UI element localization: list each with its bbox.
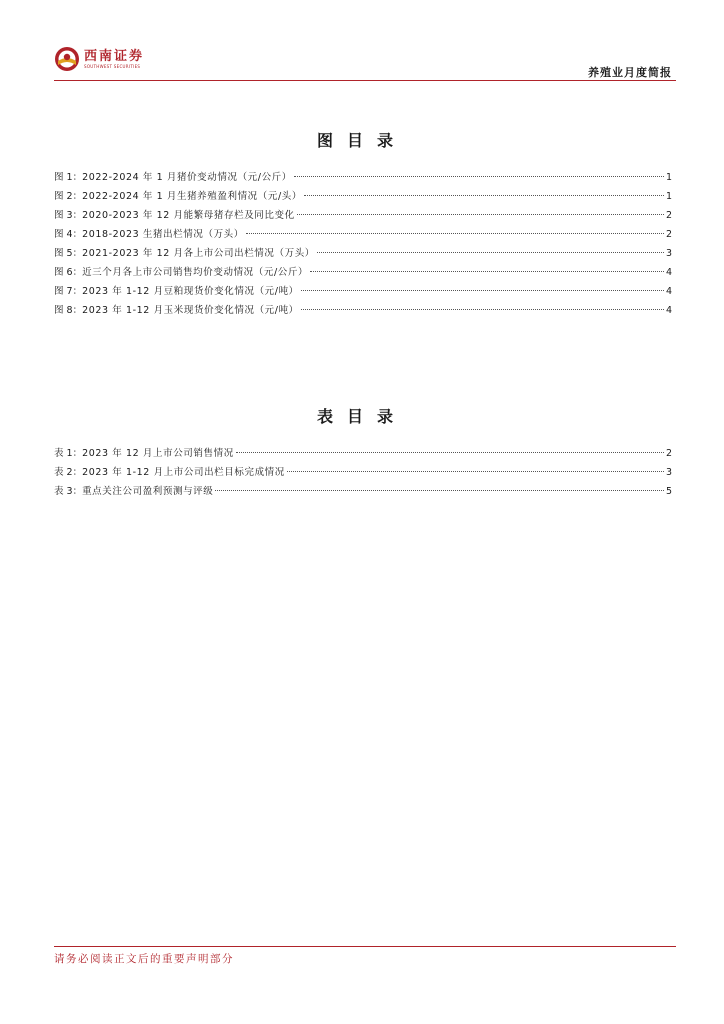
toc-entry-page: 4 <box>665 267 672 278</box>
toc-entry-label: 图 3： <box>54 210 83 221</box>
toc-entry-label: 图 6： <box>54 267 83 278</box>
company-logo <box>54 42 144 76</box>
logo-chinese-name: 西南证券 <box>84 48 145 64</box>
toc-dot-leader <box>301 309 664 310</box>
figure-index-heading: 图目录 <box>316 131 407 150</box>
report-title: 养殖业月度简报 <box>588 66 672 79</box>
toc-entry-title: 重点关注公司盈利预测与评级 <box>82 486 214 497</box>
toc-entry-table-3[interactable] <box>54 482 672 501</box>
logo-emblem-icon <box>54 46 80 72</box>
toc-entry-page: 2 <box>665 210 672 221</box>
toc-dot-leader <box>310 271 664 272</box>
header-divider <box>54 80 676 81</box>
toc-entry-figure-1[interactable] <box>54 168 672 187</box>
toc-dot-leader <box>317 252 664 253</box>
toc-entry-title: 近三个月各上市公司销售均价变动情况（元/公斤） <box>82 267 309 278</box>
toc-entry-figure-5[interactable] <box>54 244 672 263</box>
toc-entry-page: 3 <box>665 248 672 259</box>
toc-entry-label: 表 3： <box>54 486 83 497</box>
toc-entry-page: 5 <box>665 486 672 497</box>
toc-entry-label: 表 1： <box>54 448 83 459</box>
toc-entry-title: 2023 年 1-12 月上市公司出栏目标完成情况 <box>82 467 285 478</box>
toc-dot-leader <box>304 195 664 196</box>
toc-entry-page: 2 <box>665 448 672 459</box>
toc-entry-label: 表 2： <box>54 467 83 478</box>
toc-entry-figure-3[interactable] <box>54 206 672 225</box>
toc-dot-leader <box>297 214 664 215</box>
toc-entry-page: 1 <box>665 172 672 183</box>
toc-entry-title: 2022-2024 年 1 月生猪养殖盈利情况（元/头） <box>82 191 302 202</box>
toc-entry-page: 3 <box>665 467 672 478</box>
toc-entry-label: 图 8： <box>54 305 83 316</box>
toc-entry-label: 图 1： <box>54 172 83 183</box>
toc-dot-leader <box>301 290 664 291</box>
figure-index-list <box>54 168 672 320</box>
toc-entry-figure-8[interactable] <box>54 301 672 320</box>
toc-entry-page: 2 <box>665 229 672 240</box>
toc-entry-label: 图 2： <box>54 191 83 202</box>
toc-dot-leader <box>236 452 664 453</box>
toc-dot-leader <box>294 176 664 177</box>
toc-entry-title: 2021-2023 年 12 月各上市公司出栏情况（万头） <box>82 248 315 259</box>
toc-entry-label: 图 7： <box>54 286 83 297</box>
toc-entry-page: 1 <box>665 191 672 202</box>
page-header <box>54 38 676 80</box>
toc-entry-title: 2018-2023 生猪出栏情况（万头） <box>82 229 244 240</box>
table-index-list <box>54 444 672 501</box>
toc-entry-table-2[interactable] <box>54 463 672 482</box>
toc-entry-label: 图 4： <box>54 229 83 240</box>
toc-dot-leader <box>246 233 664 234</box>
table-index-heading: 表目录 <box>316 407 407 426</box>
toc-entry-title: 2020-2023 年 12 月能繁母猪存栏及同比变化 <box>82 210 295 221</box>
toc-entry-title: 2023 年 1-12 月豆粕现货价变化情况（元/吨） <box>82 286 299 297</box>
toc-entry-figure-4[interactable] <box>54 225 672 244</box>
toc-entry-page: 4 <box>665 286 672 297</box>
toc-dot-leader <box>287 471 664 472</box>
toc-entry-figure-2[interactable] <box>54 187 672 206</box>
footer-divider <box>54 946 676 947</box>
disclaimer-notice: 请务必阅读正文后的重要声明部分 <box>54 953 234 965</box>
toc-entry-title: 2022-2024 年 1 月猪价变动情况（元/公斤） <box>82 172 292 183</box>
toc-entry-figure-6[interactable] <box>54 263 672 282</box>
logo-english-name: SOUTHWEST SECURITIES <box>84 63 141 69</box>
toc-entry-page: 4 <box>665 305 672 316</box>
toc-entry-figure-7[interactable] <box>54 282 672 301</box>
toc-entry-title: 2023 年 12 月上市公司销售情况 <box>82 448 234 459</box>
toc-entry-title: 2023 年 1-12 月玉米现货价变化情况（元/吨） <box>82 305 299 316</box>
toc-dot-leader <box>215 490 664 491</box>
toc-entry-table-1[interactable] <box>54 444 672 463</box>
toc-entry-label: 图 5： <box>54 248 83 259</box>
